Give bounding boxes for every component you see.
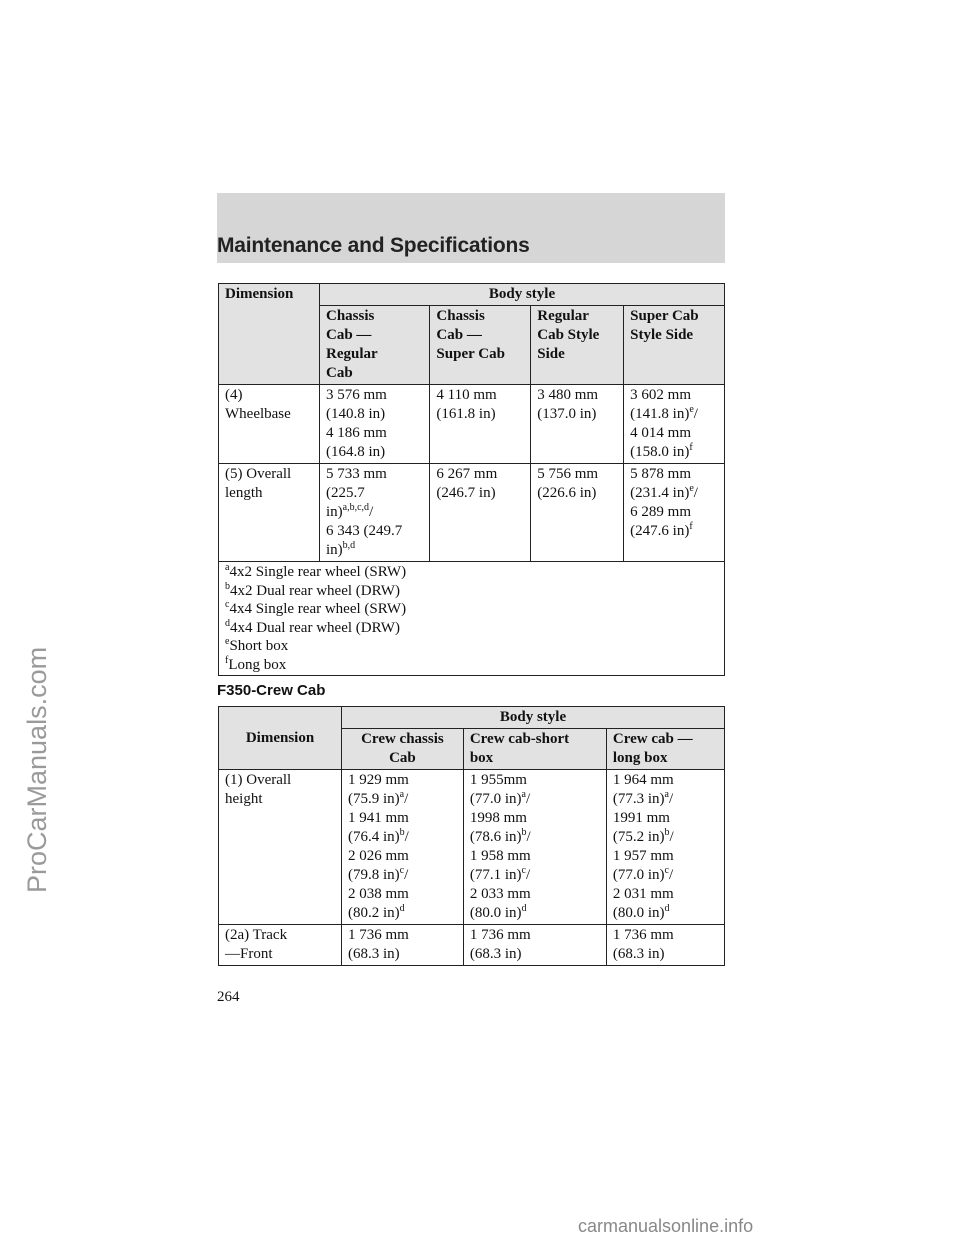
column-header — [606, 729, 724, 770]
footnote-ref: d — [521, 903, 527, 914]
value-line: 3 576 mm — [326, 387, 387, 403]
footnote-ref: d — [399, 903, 405, 914]
footnote-marker: a — [225, 562, 230, 573]
row-label-line: (5) Overall — [225, 466, 292, 482]
dimension-header: Dimension — [219, 707, 342, 770]
column-header-line: Side — [537, 346, 565, 362]
column-header-line: Super Cab — [630, 308, 699, 324]
value-line: in)$^{a,b,c,d}$/ — [326, 502, 374, 520]
value-line: (140.8 in) — [326, 406, 386, 422]
table-header-row — [219, 284, 725, 306]
value-line: 1 955mm — [469, 772, 527, 788]
value-line: (80.2 in)$^d$ — [348, 903, 405, 921]
value-cell — [430, 464, 531, 562]
value-line: (77.0 in)$^c$/ — [612, 865, 674, 883]
value-line: 6 343 (249.7 — [326, 523, 403, 539]
value-line: 1998 mm — [469, 810, 527, 826]
value-line: (246.7 in) — [436, 485, 496, 501]
value-cell — [531, 464, 624, 562]
footnote-ref: b — [521, 827, 527, 838]
row-label-line: (2a) Track — [225, 927, 288, 943]
row-label-line: —Front — [225, 946, 273, 962]
value-cell — [624, 464, 725, 562]
section-title: F350-Crew Cab — [217, 682, 326, 699]
row-label-line: (4) — [225, 387, 243, 403]
spec-table-1 — [218, 283, 725, 676]
body-style-header: Body style — [320, 284, 725, 306]
value-line: (247.6 in)$^f$ — [630, 521, 693, 539]
footnote: $^c$4x4 Single rear wheel (SRW) — [225, 599, 407, 617]
table-row — [219, 925, 725, 966]
column-header-line: Regular — [537, 308, 589, 324]
footnote-marker: c — [225, 599, 230, 610]
value-line: (158.0 in)$^f$ — [630, 442, 693, 460]
value-line: 6 289 mm — [630, 504, 691, 520]
footnotes-cell — [219, 562, 725, 676]
spec-table-2 — [218, 706, 725, 966]
value-line: 6 267 mm — [436, 466, 498, 482]
value-line: (80.0 in)$^d$ — [469, 903, 527, 921]
value-line: (226.6 in) — [537, 485, 597, 501]
column-header-line: Chassis — [436, 308, 485, 324]
column-header-line: Crew cab — — [612, 731, 693, 747]
table-row — [219, 770, 725, 925]
value-line: 2 038 mm — [348, 886, 409, 902]
column-header — [624, 306, 725, 385]
footnote-ref: a — [664, 789, 669, 800]
footnote-marker: e — [225, 636, 230, 647]
value-line: 1991 mm — [612, 810, 670, 826]
value-line: (68.3 in) — [469, 946, 522, 962]
value-cell — [624, 385, 725, 464]
section-header-title: Maintenance and Specifications — [217, 234, 530, 257]
column-header-line: Crew cab-short — [469, 731, 570, 747]
column-header — [430, 306, 531, 385]
footnote-marker: f — [225, 654, 229, 666]
column-header-line: Chassis — [326, 308, 375, 324]
value-cell — [342, 770, 464, 925]
value-line: 1 736 mm — [348, 927, 409, 943]
value-cell — [606, 770, 724, 925]
column-header — [531, 306, 624, 385]
value-line: 2 033 mm — [469, 886, 531, 902]
value-cell — [430, 385, 531, 464]
row-label — [219, 770, 342, 925]
column-header-line: Cab — [326, 365, 353, 381]
value-line: (225.7 — [326, 485, 365, 501]
value-line: 2 031 mm — [612, 886, 674, 902]
value-cell — [342, 925, 464, 966]
body-style-header: Body style — [342, 707, 725, 729]
column-header-line: long box — [612, 750, 668, 766]
footnote-ref: f — [689, 442, 693, 453]
footnote-ref: e — [689, 404, 694, 415]
value-line: (75.2 in)$^b$/ — [612, 827, 674, 845]
table-header-row — [219, 707, 725, 729]
footnotes-row — [219, 562, 725, 676]
value-line: 1 736 mm — [612, 927, 674, 943]
value-line: (164.8 in) — [326, 444, 386, 460]
watermark-bottom: carmanualsonline.info — [578, 1216, 754, 1236]
value-line: (75.9 in)$^a$/ — [348, 789, 409, 807]
value-line: (68.3 in) — [348, 946, 400, 962]
value-cell — [463, 925, 606, 966]
value-line: 1 929 mm — [348, 772, 409, 788]
value-line: (77.3 in)$^a$/ — [612, 789, 674, 807]
column-header-line: box — [469, 750, 494, 766]
footnote-ref: d — [664, 903, 670, 914]
dimension-header: Dimension — [219, 284, 320, 385]
value-cell — [320, 464, 430, 562]
row-label — [219, 925, 342, 966]
footnote: $^d$4x4 Dual rear wheel (DRW) — [225, 617, 400, 636]
value-line: 4 186 mm — [326, 425, 387, 441]
value-line: (141.8 in)$^e$/ — [630, 404, 698, 422]
column-header-line: Cab — — [326, 327, 372, 343]
value-line: (79.8 in)$^c$/ — [348, 865, 409, 883]
footnote-ref: b — [664, 827, 670, 838]
footnote-ref: a — [399, 789, 405, 800]
value-line: 3 480 mm — [537, 387, 599, 403]
footnote-marker: d — [225, 617, 230, 629]
value-line: 5 756 mm — [537, 466, 599, 482]
page-number: 264 — [217, 989, 240, 1005]
value-line: 5 733 mm — [326, 466, 387, 482]
value-line: (77.1 in)$^c$/ — [469, 865, 531, 883]
value-line: 1 941 mm — [348, 810, 409, 826]
value-cell — [531, 385, 624, 464]
value-line: (68.3 in) — [612, 946, 665, 962]
value-line: 1 964 mm — [612, 772, 674, 788]
value-line: (231.4 in)$^e$/ — [630, 483, 698, 501]
footnote-ref: b — [399, 827, 405, 838]
column-header-line: Regular — [326, 346, 378, 362]
value-cell — [606, 925, 724, 966]
value-line: (76.4 in)$^b$/ — [348, 827, 409, 845]
value-line: (137.0 in) — [537, 406, 597, 422]
row-label-line: height — [225, 791, 263, 807]
column-header — [463, 729, 606, 770]
column-header-line: Crew chassis — [361, 731, 444, 747]
value-line: (80.0 in)$^d$ — [612, 903, 670, 921]
footnote-ref: c — [521, 865, 526, 876]
column-header-line: Cab — [389, 750, 416, 766]
footnote-ref: b,d — [342, 540, 356, 551]
value-line: 1 957 mm — [612, 848, 674, 864]
table-row — [219, 464, 725, 562]
row-label-line: (1) Overall — [225, 772, 292, 788]
value-line: 4 014 mm — [630, 425, 691, 441]
footnote-ref: f — [689, 521, 693, 532]
value-line: 2 026 mm — [348, 848, 409, 864]
footnote: $^a$4x2 Single rear wheel (SRW) — [225, 562, 407, 580]
watermark-side: ProCarManuals.com — [22, 646, 52, 893]
value-line: (78.6 in)$^b$/ — [469, 827, 531, 845]
footnote: $^e$Short box — [225, 636, 289, 654]
column-header — [320, 306, 430, 385]
value-line: 1 736 mm — [469, 927, 531, 943]
footnote-ref: c — [664, 865, 669, 876]
value-line: (77.0 in)$^a$/ — [469, 789, 531, 807]
value-line: 5 878 mm — [630, 466, 691, 482]
row-label — [219, 464, 320, 562]
footnote-ref: a — [521, 789, 526, 800]
footnote-marker: b — [225, 580, 230, 592]
column-header-line: Cab — — [436, 327, 482, 343]
column-header-line: Style Side — [630, 327, 694, 343]
footnote-ref: e — [689, 483, 694, 494]
column-header-line: Super Cab — [436, 346, 505, 362]
footnote: $^b$4x2 Dual rear wheel (DRW) — [225, 580, 400, 599]
column-header-line: Cab Style — [537, 327, 600, 343]
row-label-line: Wheelbase — [225, 406, 291, 422]
value-line: (161.8 in) — [436, 406, 496, 422]
footnote-ref: c — [399, 865, 405, 876]
row-label-line: length — [225, 485, 263, 501]
value-line: 3 602 mm — [630, 387, 691, 403]
row-label — [219, 385, 320, 464]
footnote: $^f$Long box — [225, 654, 287, 673]
value-line: in)$^{b,d}$ — [326, 540, 356, 558]
table-row — [219, 385, 725, 464]
footnote-ref: a,b,c,d — [342, 502, 370, 513]
value-cell — [463, 770, 606, 925]
value-line: 4 110 mm — [436, 387, 497, 403]
column-header — [342, 729, 464, 770]
value-cell — [320, 385, 430, 464]
value-line: 1 958 mm — [469, 848, 531, 864]
